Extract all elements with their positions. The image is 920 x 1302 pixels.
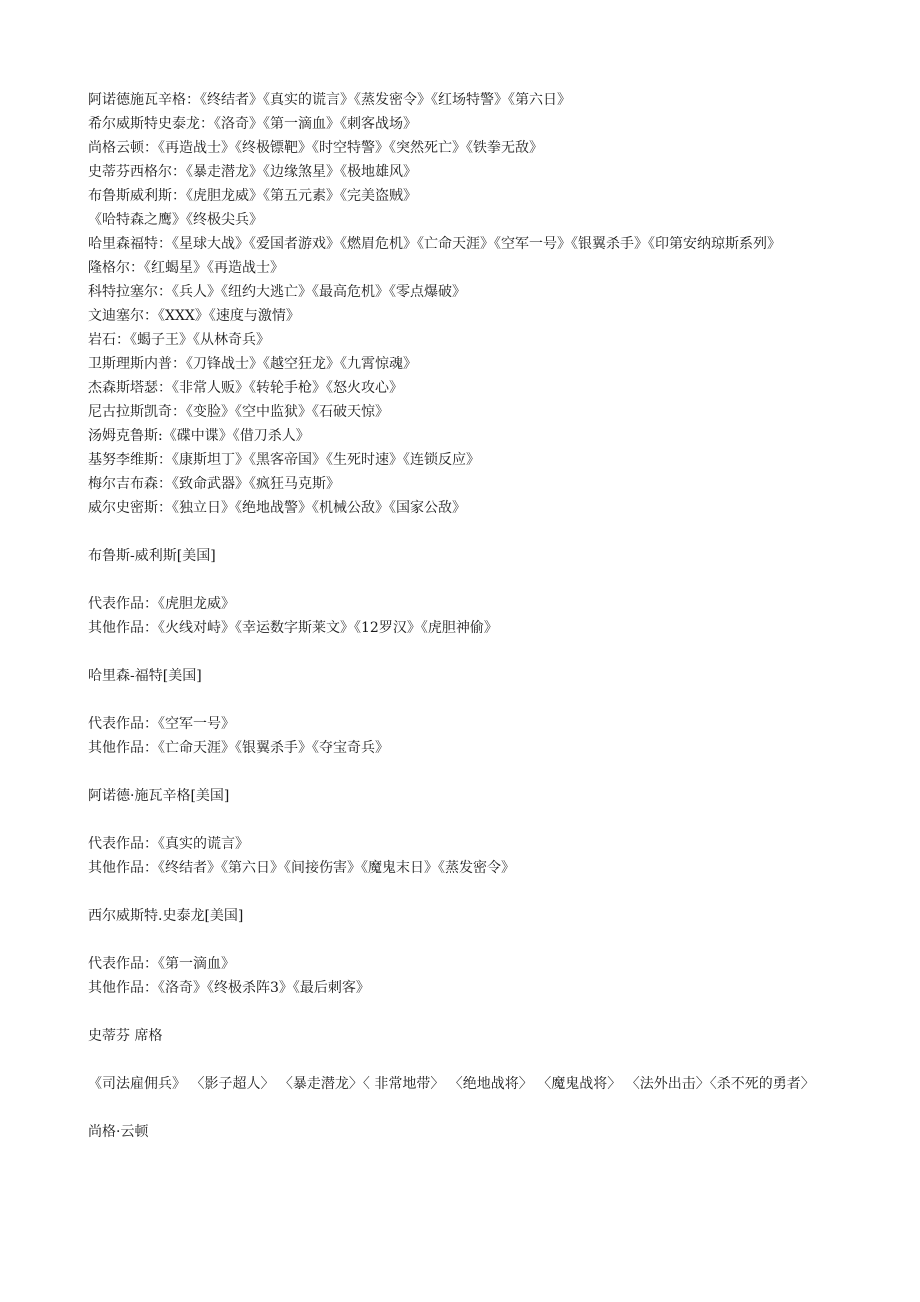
- actor-line: 岩石：《蝎子王》《从林奇兵》: [88, 332, 270, 348]
- section-heading: 哈里森-福特[美国]: [88, 668, 202, 684]
- works-list: 《司法雇佣兵》 〈影子超人〉 〈暴走潜龙〉〈 非常地带〉 〈绝地战将〉 〈魔鬼战将〉 〈法外出击〉〈杀不死的勇者〉: [88, 1076, 815, 1092]
- spacer: [88, 928, 848, 952]
- representative-works: 代表作品：《空军一号》: [88, 716, 235, 732]
- actor-line: 隆格尔：《红蝎星》《再造战士》: [88, 260, 284, 276]
- actor-line: 哈里森福特：《星球大战》《爱国者游戏》《燃眉危机》《亡命天涯》《空军一号》《银翼杀手》《印第安纳琼斯系列》: [88, 236, 781, 252]
- spacer: [88, 760, 848, 784]
- actor-line: 汤姆克鲁斯:《碟中谍》《借刀杀人》: [88, 428, 310, 444]
- section-sylvester-stallone: [88, 904, 848, 1000]
- actor-line: 《哈特森之鹰》《终极尖兵》: [88, 212, 263, 228]
- actor-line: 尚格云顿：《再造战士》《终极镖靶》《时空特警》《突然死亡》《铁拳无敌》: [88, 140, 543, 156]
- spacer: [88, 1000, 848, 1024]
- section-heading: 史蒂芬 席格: [88, 1028, 163, 1044]
- actor-line: 梅尔吉布森：《致命武器》《疯狂马克斯》: [88, 476, 340, 492]
- spacer: [88, 640, 848, 664]
- section-heading: 尚格·云顿: [88, 1124, 149, 1140]
- section-harrison-ford: [88, 664, 848, 760]
- representative-works: 代表作品：《第一滴血》: [88, 956, 235, 972]
- actor-list: [88, 88, 848, 520]
- spacer: [88, 568, 848, 592]
- actor-line: 文迪塞尔：《XXX》《速度与激情》: [88, 308, 300, 324]
- spacer: [88, 808, 848, 832]
- actor-line: 杰森斯塔瑟：《非常人贩》《转轮手枪》《怒火攻心》: [88, 380, 403, 396]
- section-steven-seagal: [88, 1024, 848, 1096]
- actor-line: 阿诺德施瓦辛格：《终结者》《真实的谎言》《蒸发密令》《红场特警》《第六日》: [88, 92, 571, 108]
- spacer: [88, 1096, 848, 1120]
- actor-line: 史蒂芬西格尔：《暴走潜龙》《边缘煞星》《极地雄风》: [88, 164, 417, 180]
- actor-line: 尼古拉斯凯奇：《变脸》《空中监狱》《石破天惊》: [88, 404, 389, 420]
- actor-line: 布鲁斯威利斯：《虎胆龙威》《第五元素》《完美盗贼》: [88, 188, 417, 204]
- representative-works: 代表作品：《虎胆龙威》: [88, 596, 235, 612]
- actor-line: 基努李维斯：《康斯坦丁》《黑客帝国》《生死时速》《连锁反应》: [88, 452, 480, 468]
- section-heading: 西尔威斯特.史泰龙[美国]: [88, 908, 244, 924]
- actor-line: 希尔威斯特史泰龙：《洛奇》《第一滴血》《刺客战场》: [88, 116, 417, 132]
- spacer: [88, 1048, 848, 1072]
- section-bruce-willis: [88, 544, 848, 640]
- section-heading: 布鲁斯-威利斯[美国]: [88, 548, 216, 564]
- other-works: 其他作品：《洛奇》《终极杀阵3》《最后刺客》: [88, 980, 370, 996]
- spacer: [88, 520, 848, 544]
- actor-line: 科特拉塞尔：《兵人》《纽约大逃亡》《最高危机》《零点爆破》: [88, 284, 466, 300]
- document-page: [88, 88, 848, 1144]
- other-works: 其他作品：《亡命天涯》《银翼杀手》《夺宝奇兵》: [88, 740, 389, 756]
- representative-works: 代表作品：《真实的谎言》: [88, 836, 249, 852]
- spacer: [88, 688, 848, 712]
- section-jean-claude-van-damme: [88, 1120, 848, 1144]
- spacer: [88, 880, 848, 904]
- actor-line: 卫斯理斯内普：《刀锋战士》《越空狂龙》《九霄惊魂》: [88, 356, 417, 372]
- other-works: 其他作品：《终结者》《第六日》《间接伤害》《魔鬼末日》《蒸发密令》: [88, 860, 515, 876]
- section-heading: 阿诺德·施瓦辛格[美国]: [88, 788, 230, 804]
- actor-line: 威尔史密斯：《独立日》《绝地战警》《机械公敌》《国家公敌》: [88, 500, 466, 516]
- section-arnold-schwarzenegger: [88, 784, 848, 880]
- other-works: 其他作品：《火线对峙》《幸运数字斯莱文》《12罗汉》《虎胆神偷》: [88, 620, 498, 636]
